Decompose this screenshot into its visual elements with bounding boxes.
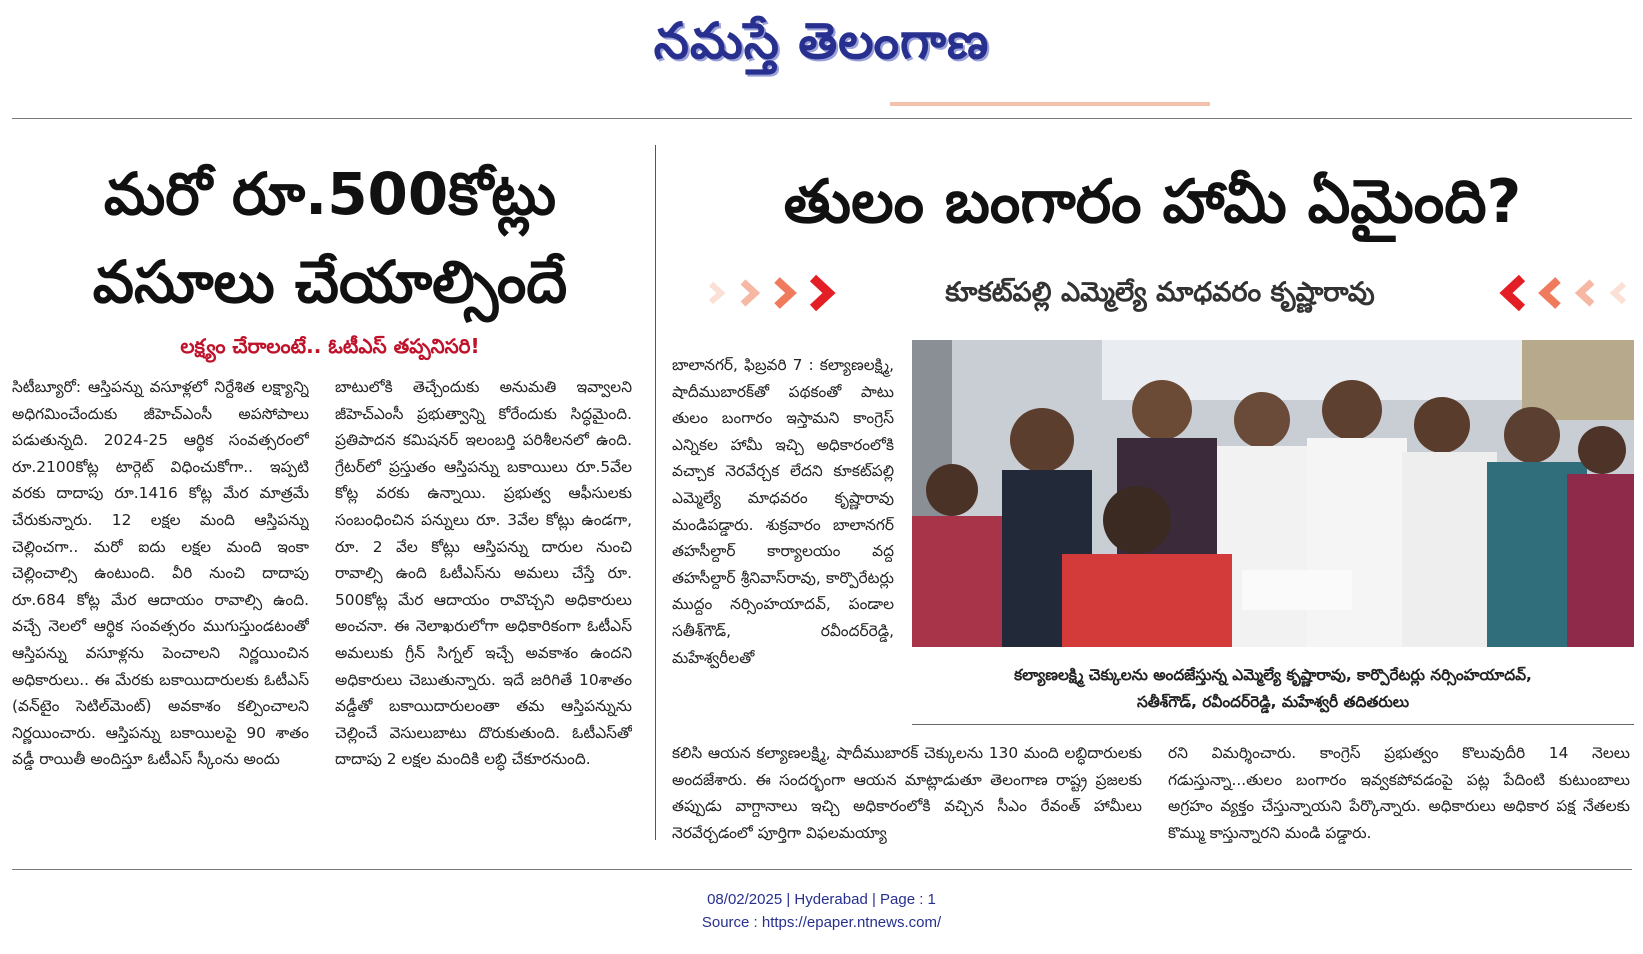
right-article-column-3: రని విమర్శించారు. కాంగ్రెస్ ప్రభుత్వం కొలువుదీరి 14 నెలలు గడుస్తున్నా...తులం బంగారం ఇవ్వకపోవడంపై పట్ల పేదింటి కుటుంబాలు అగ్రహం వ్యక్తం చేస్తున్నాయని పేర్కొన్నారు. అధికారులు అధికార పక్ష నేతలకు కొమ్ము కాస్తున్నారని మండి పడ్డారు.	[1168, 744, 1630, 842]
left-headline-line2: వసూలు చేయాల్సిందే	[92, 248, 568, 316]
left-subheadline: లక్ష్యం చేరాలంటే.. ఓటీఎస్ తప్పనిసరి!	[180, 334, 480, 358]
right-article-column-1: బాలానగర్, ఫిబ్రవరి 7 : కల్యాణలక్ష్మి, షాదీముబారక్‌తో పథకంతో పాటు తులం బంగారం ఇస్తామని కాంగ్రెస్ ఎన్నికల హామీ ఇచ్చి అధికారంలోకి వచ్చాక నెరవేర్చక లేదని కూకట్‌పల్లి ఎమ్మెల్యే మాధవరం కృష్ణారావు మండిపడ్డారు. శుక్రవారం బాలానగర్ తహసీల్దార్ కార్యాలయం వద్ద తహసీల్దార్ శ్రీనివాస్‌రావు, కార్పొరేటర్లు ముద్దం నర్సింహయాదవ్, పండాల సతీశ్‌గౌడ్, రవీందర్‌రెడ్డి, మహేశ్వరీలతో	[672, 356, 894, 667]
left-article-column-2: బాటులోకి తెచ్చేందుకు అనుమతి ఇవ్వాలని జీహెచ్ఎంసీ ప్రభుత్వాన్ని కోరేందుకు సిద్ధమైంది. ప్రతిపాదన కమిషనర్ ఇలంబర్తి పరిశీలనలో ఉంది. గ్రేటర్‌లో ప్రస్తుతం ఆస్తిపన్ను బకాయిలు రూ.5వేల కోట్ల వరకు ఉన్నాయి. ప్రభుత్వ ఆఫీసులకు సంబంధించిన పన్నులు రూ. 3వేల కోట్లు ఉండగా, రూ. 2 వేల కోట్లు ఆస్తిపన్ను దారుల నుంచి రావాల్సి ఉంది ఓటీఎస్‌ను అమలు చేస్తే రూ. 500కోట్ల మేర ఆదాయం రావొచ్చని అధికారులు అంచనా. ఈ నెలాఖరులోగా అధికారికంగా ఓటీఎస్ అమలుకు గ్రీన్ సిగ్నల్ ఇచ్చే అవకాశం ఉందని అధికారులు చెబుతున్నారు. ఇదే జరిగితే 10శాతం వడ్డీతో బకాయిదారులంతా తమ ఆస్తిపన్నును చెల్లించే వెసులుబాటు దొరుకుతుంది. ఓటీఎస్‌తో దాదాపు 2 లక్షల మందికి లబ్ధి చేకూరనుంది.	[335, 378, 632, 769]
right-byline: కూకట్‌పల్లి ఎమ్మెల్యే మాధవరం కృష్ణారావు	[945, 277, 1375, 308]
chevron-right-icon	[705, 272, 855, 314]
footer-date-page: 08/02/2025 | Hyderabad | Page : 1	[707, 891, 936, 908]
photo-illustration	[912, 340, 1634, 647]
top-divider	[12, 118, 1632, 119]
column-divider	[655, 145, 656, 840]
masthead-logo: నమస్తే తెలంగాణ	[653, 11, 990, 70]
left-article-column-1: సిటీబ్యూరో: ఆస్తిపన్ను వసూళ్లలో నిర్దేశిత లక్ష్యాన్ని అధిగమించేందుకు జీహెచ్ఎంసీ అపసోపాలు పడుతున్నది. 2024-25 ఆర్థిక సంవత్సరంలో రూ.2100కోట్ల టార్గెట్ విధించుకోగా.. ఇప్పటి వరకు దాదాపు రూ.1416 కోట్ల మేర మాత్రమే చేరుకున్నారు. 12 లక్షల మంది ఆస్తిపన్ను చెల్లించగా.. మరో ఐదు లక్షల మంది ఇంకా చెల్లించాల్సి ఉంటుంది. వీరి నుంచి దాదాపు రూ.684 కోట్ల మేర ఆదాయం రావాల్సి ఉంది. వచ్చే నెలలో ఆర్థిక సంవత్సరం ముగుస్తుండటంతో ఆస్తిపన్ను వసూళ్లను పెంచాలని నిర్ణయించిన అధికారులు.. ఈ మేరకు బకాయిదారులకు ఓటీఎస్ (వన్‌టైం సెటిల్‌మెంట్) అవకాశం కల్పించాలని నిర్ణయించారు. ఆస్తిపన్ను బకాయిలపై 90 శాతం వడ్డీ రాయితీ అందిస్తూ ఓటీఎస్ స్కీంను అందు	[12, 378, 309, 769]
caption-divider	[912, 724, 1634, 725]
left-headline-line1: మరో రూ.500కోట్లు	[103, 160, 557, 228]
footer-source-link[interactable]: Source : https://epaper.ntnews.com/	[701, 914, 942, 931]
photo-caption-line1: కల్యాణలక్ష్మి చెక్కులను అందజేస్తున్న ఎమ్మెల్యే కృష్ణారావు, కార్పొరేటర్లు నర్సింహయాదవ్,	[1014, 666, 1532, 684]
masthead-accent-strip	[890, 102, 1210, 106]
photo-caption	[912, 662, 1634, 716]
bottom-divider	[12, 869, 1632, 870]
photo-caption-line2: సతీశ్‌గౌడ్, రవీందర్‌రెడ్డి, మహేశ్వరీ తదితరులు	[1136, 693, 1410, 711]
news-photo	[912, 340, 1634, 647]
left-headline	[10, 150, 650, 326]
footer	[0, 888, 1643, 934]
chevron-left-icon	[1480, 272, 1630, 314]
byline-chevrons-left	[705, 272, 855, 314]
right-article-column-2: కలిసి ఆయన కల్యాణలక్ష్మి, షాదీముబారక్ చెక్కులను 130 మంది లబ్ధిదారులకు అందజేశారు. ఈ సందర్భంగా ఆయన మాట్లాడుతూ తెలంగాణ రాష్ట్ర ప్రజలకు తప్పుడు వాగ్దానాలు ఇచ్చి అధికారంలోకి వచ్చిన సీఎం రేవంత్ హామీలు నెరవేర్చడంలో పూర్తిగా విఫలమయ్యా	[672, 744, 1142, 842]
masthead	[0, 8, 1643, 78]
right-headline: తులం బంగారం హామీ ఏమైంది?	[783, 167, 1522, 237]
byline-chevrons-right	[1480, 272, 1630, 314]
